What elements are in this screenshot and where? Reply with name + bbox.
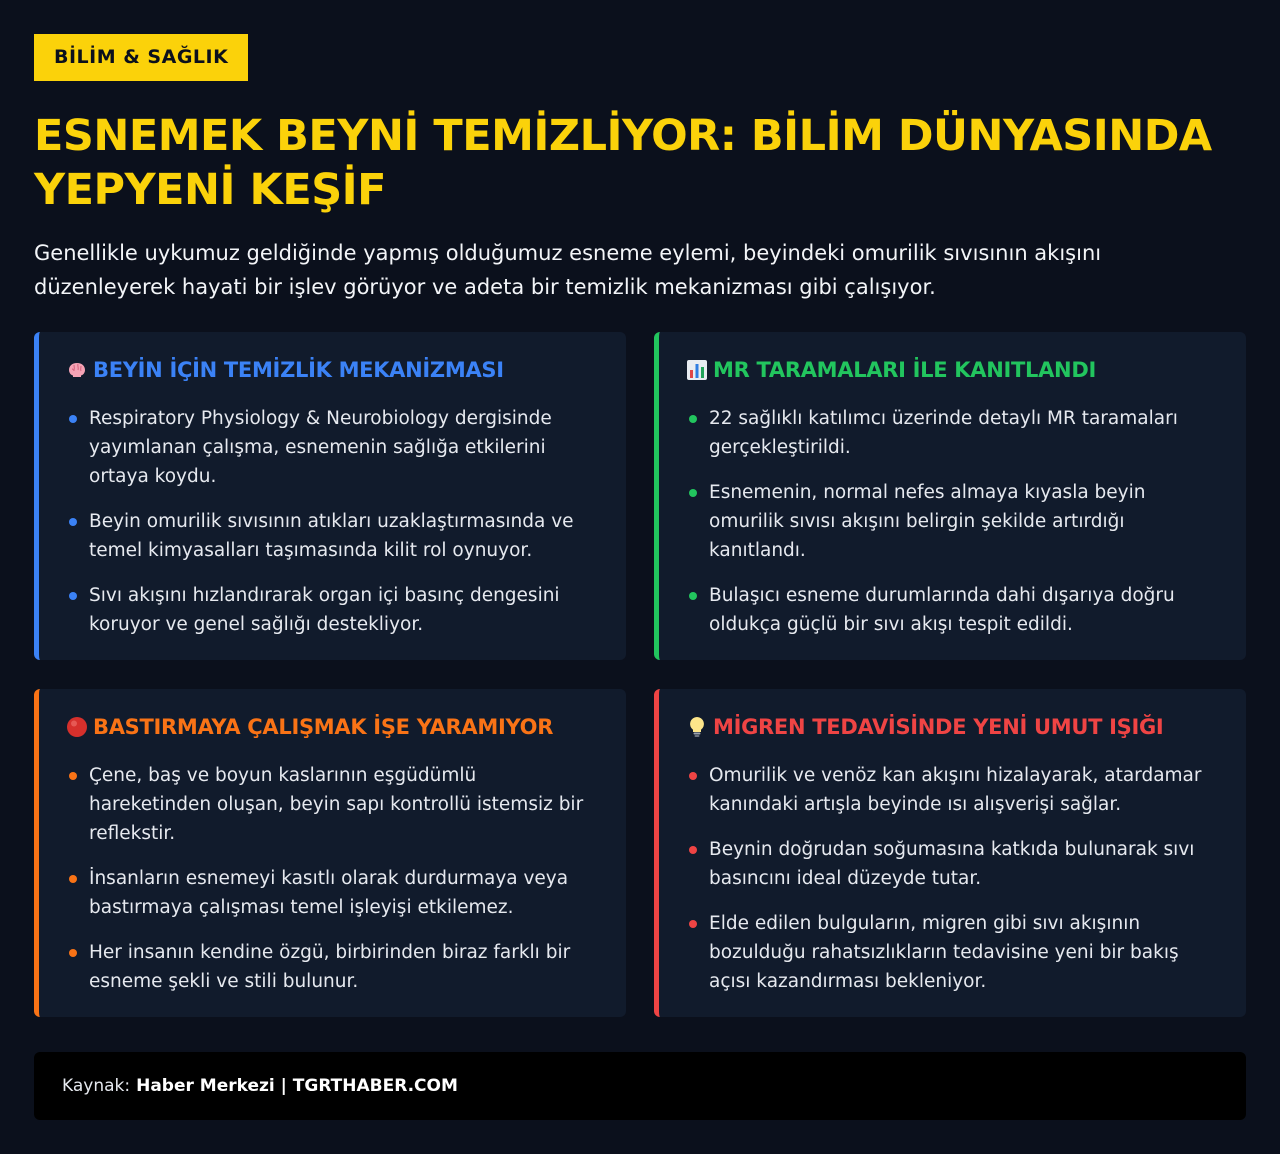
source-footer <box>34 1052 1246 1120</box>
bullet-dot <box>69 949 77 957</box>
bullet-dot <box>69 772 77 780</box>
list-item: Beynin doğrudan soğumasına katkıda bulunarak sıvı basıncını ideal düzeyde tutar. <box>685 835 1216 893</box>
list-item: Omurilik ve venöz kan akışını hizalayarak, atardamar kanındaki artışla beyinde ısı alışverişi sağlar. <box>685 761 1216 819</box>
bullet-dot <box>689 489 697 497</box>
card-header <box>685 358 1216 382</box>
category-badge: BİLİM & SAĞLIK <box>34 34 248 81</box>
page-title: ESNEMEK BEYNİ TEMİZLİYOR: BİLİM DÜNYASINDA YEPYENİ KEŞİF <box>34 111 1212 215</box>
card-suppression <box>34 689 626 1017</box>
card-migraine <box>654 689 1246 1017</box>
list-item: Çene, baş ve boyun kaslarının eşgüdümlü hareketinden oluşan, beyin sapı kontrollü istemsiz bir reflekstir. <box>65 761 596 848</box>
bullet-dot <box>69 875 77 883</box>
bullet-list <box>65 404 596 639</box>
list-item: Sıvı akışını hızlandırarak organ içi basınç dengesini koruyor ve genel sağlığı destekliyor. <box>65 581 596 639</box>
bullet-dot <box>69 592 77 600</box>
list-item: 22 sağlıklı katılımcı üzerinde detaylı MR taramaları gerçekleştirildi. <box>685 404 1216 462</box>
card-title: BEYİN İÇİN TEMİZLİK MEKANİZMASI <box>93 358 504 382</box>
bullet-dot <box>689 772 697 780</box>
light-bulb-icon <box>685 715 709 739</box>
card-title: MİGREN TEDAVİSİNDE YENİ UMUT IŞIĞI <box>713 715 1164 739</box>
source-value: Haber Merkezi | TGRTHABER.COM <box>136 1076 458 1096</box>
card-title: MR TARAMALARI İLE KANITLANDI <box>713 358 1096 382</box>
card-header <box>685 715 1216 739</box>
stop-sign-icon <box>65 715 89 739</box>
bullet-list <box>685 761 1216 996</box>
bar-chart-icon <box>685 358 709 382</box>
bullet-list <box>685 404 1216 639</box>
list-item: Bulaşıcı esneme durumlarında dahi dışarıya doğru oldukça güçlü bir sıvı akışı tespit edildi. <box>685 581 1216 639</box>
bullet-dot <box>69 415 77 423</box>
list-item: Elde edilen bulguların, migren gibi sıvı akışının bozulduğu rahatsızlıkların tedavisine yeni bir bakış açısı kazandırması bekleniyor. <box>685 909 1216 996</box>
lead-paragraph: Genellikle uykumuz geldiğinde yapmış olduğumuz esneme eylemi, beyindeki omurilik sıvısının akışını düzenleyerek hayati bir işlev görüyor ve adeta bir temizlik mekanizması gibi çalışıyor. <box>34 241 1102 299</box>
list-item: Respiratory Physiology & Neurobiology dergisinde yayımlanan çalışma, esnemenin sağlığa etkilerini ortaya koydu. <box>65 404 596 491</box>
list-item: Her insanın kendine özgü, birbirinden biraz farklı bir esneme şekli ve stili bulunur. <box>65 938 596 996</box>
card-brain-cleaning <box>34 332 626 660</box>
card-title: BASTIRMAYA ÇALIŞMAK İŞE YARAMIYOR <box>93 715 554 739</box>
bullet-dot <box>689 592 697 600</box>
brain-icon <box>65 358 89 382</box>
card-header <box>65 715 596 739</box>
list-item: Beyin omurilik sıvısının atıkları uzaklaştırmasında ve temel kimyasalları taşımasında kilit rol oynuyor. <box>65 507 596 565</box>
source-label: Kaynak: <box>62 1076 131 1096</box>
list-item: İnsanların esnemeyi kasıtlı olarak durdurmaya veya bastırmaya çalışması temel işleyişi etkilemez. <box>65 864 596 922</box>
bullet-dot <box>69 518 77 526</box>
infographic <box>34 34 1246 1096</box>
bullet-dot <box>689 846 697 854</box>
bullet-list <box>65 761 596 996</box>
card-mr-scans <box>654 332 1246 660</box>
card-header <box>65 358 596 382</box>
list-item: Esnemenin, normal nefes almaya kıyasla beyin omurilik sıvısı akışını belirgin şekilde artırdığı kanıtlandı. <box>685 478 1216 565</box>
bullet-dot <box>689 920 697 928</box>
bullet-dot <box>689 415 697 423</box>
